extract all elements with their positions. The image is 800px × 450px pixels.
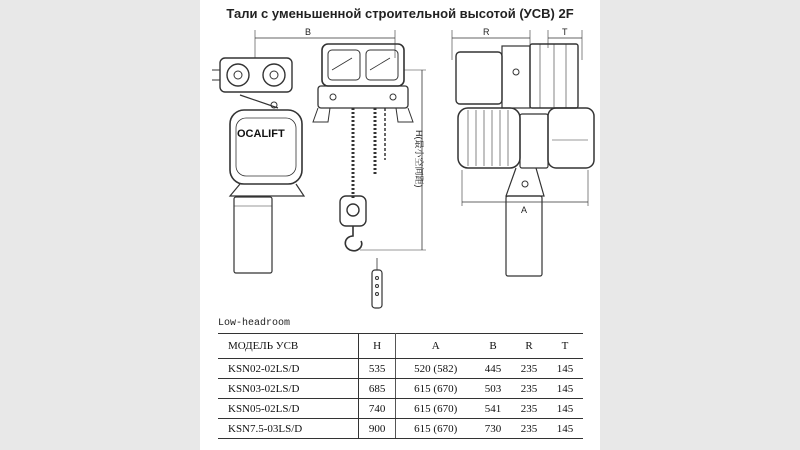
table-row — [218, 399, 583, 419]
front-view-drawing — [212, 27, 426, 308]
cell-a: 615 (670) — [396, 379, 475, 399]
header-b: B — [475, 334, 511, 359]
cell-model: KSN02-02LS/D — [218, 359, 358, 379]
cell-t: 145 — [547, 399, 583, 419]
header-a: A — [396, 334, 475, 359]
cell-b: 730 — [475, 419, 511, 439]
cell-r: 235 — [511, 359, 547, 379]
cell-t: 145 — [547, 419, 583, 439]
dimension-a-label: A — [521, 205, 528, 215]
cell-b: 541 — [475, 399, 511, 419]
page-title: Тали с уменьшенной строительной высотой (УСВ) 2F — [226, 6, 574, 21]
cell-a: 615 (670) — [396, 419, 475, 439]
dimension-t-label: T — [562, 27, 568, 37]
cell-r: 235 — [511, 419, 547, 439]
cell-model: KSN03-02LS/D — [218, 379, 358, 399]
header-model: МОДЕЛЬ УСВ — [218, 334, 358, 359]
cell-h: 535 — [358, 359, 396, 379]
cell-h: 685 — [358, 379, 396, 399]
dimension-b-label: B — [305, 27, 312, 37]
cell-h: 900 — [358, 419, 396, 439]
cell-t: 145 — [547, 379, 583, 399]
document-page — [200, 0, 600, 450]
dimension-r-label: R — [483, 27, 490, 37]
dimension-h-label: H(最小空间距) — [414, 130, 424, 188]
table-row — [218, 379, 583, 399]
cell-a: 615 (670) — [396, 399, 475, 419]
cell-h: 740 — [358, 399, 396, 419]
header-t: T — [547, 334, 583, 359]
cell-a: 520 (582) — [396, 359, 475, 379]
hoist-technical-drawing — [200, 0, 600, 312]
table-row — [218, 359, 583, 379]
header-r: R — [511, 334, 547, 359]
cell-r: 235 — [511, 399, 547, 419]
cell-b: 503 — [475, 379, 511, 399]
table-caption: Low-headroom — [218, 318, 291, 329]
cell-model: KSN7.5-03LS/D — [218, 419, 358, 439]
side-view-drawing — [452, 27, 594, 276]
cell-t: 145 — [547, 359, 583, 379]
table-header-row — [218, 334, 583, 359]
specs-table — [218, 333, 583, 439]
cell-model: KSN05-02LS/D — [218, 399, 358, 419]
brand-label: OCALIFT — [237, 128, 285, 140]
header-h: H — [358, 334, 396, 359]
table-row — [218, 419, 583, 439]
cell-b: 445 — [475, 359, 511, 379]
cell-r: 235 — [511, 379, 547, 399]
